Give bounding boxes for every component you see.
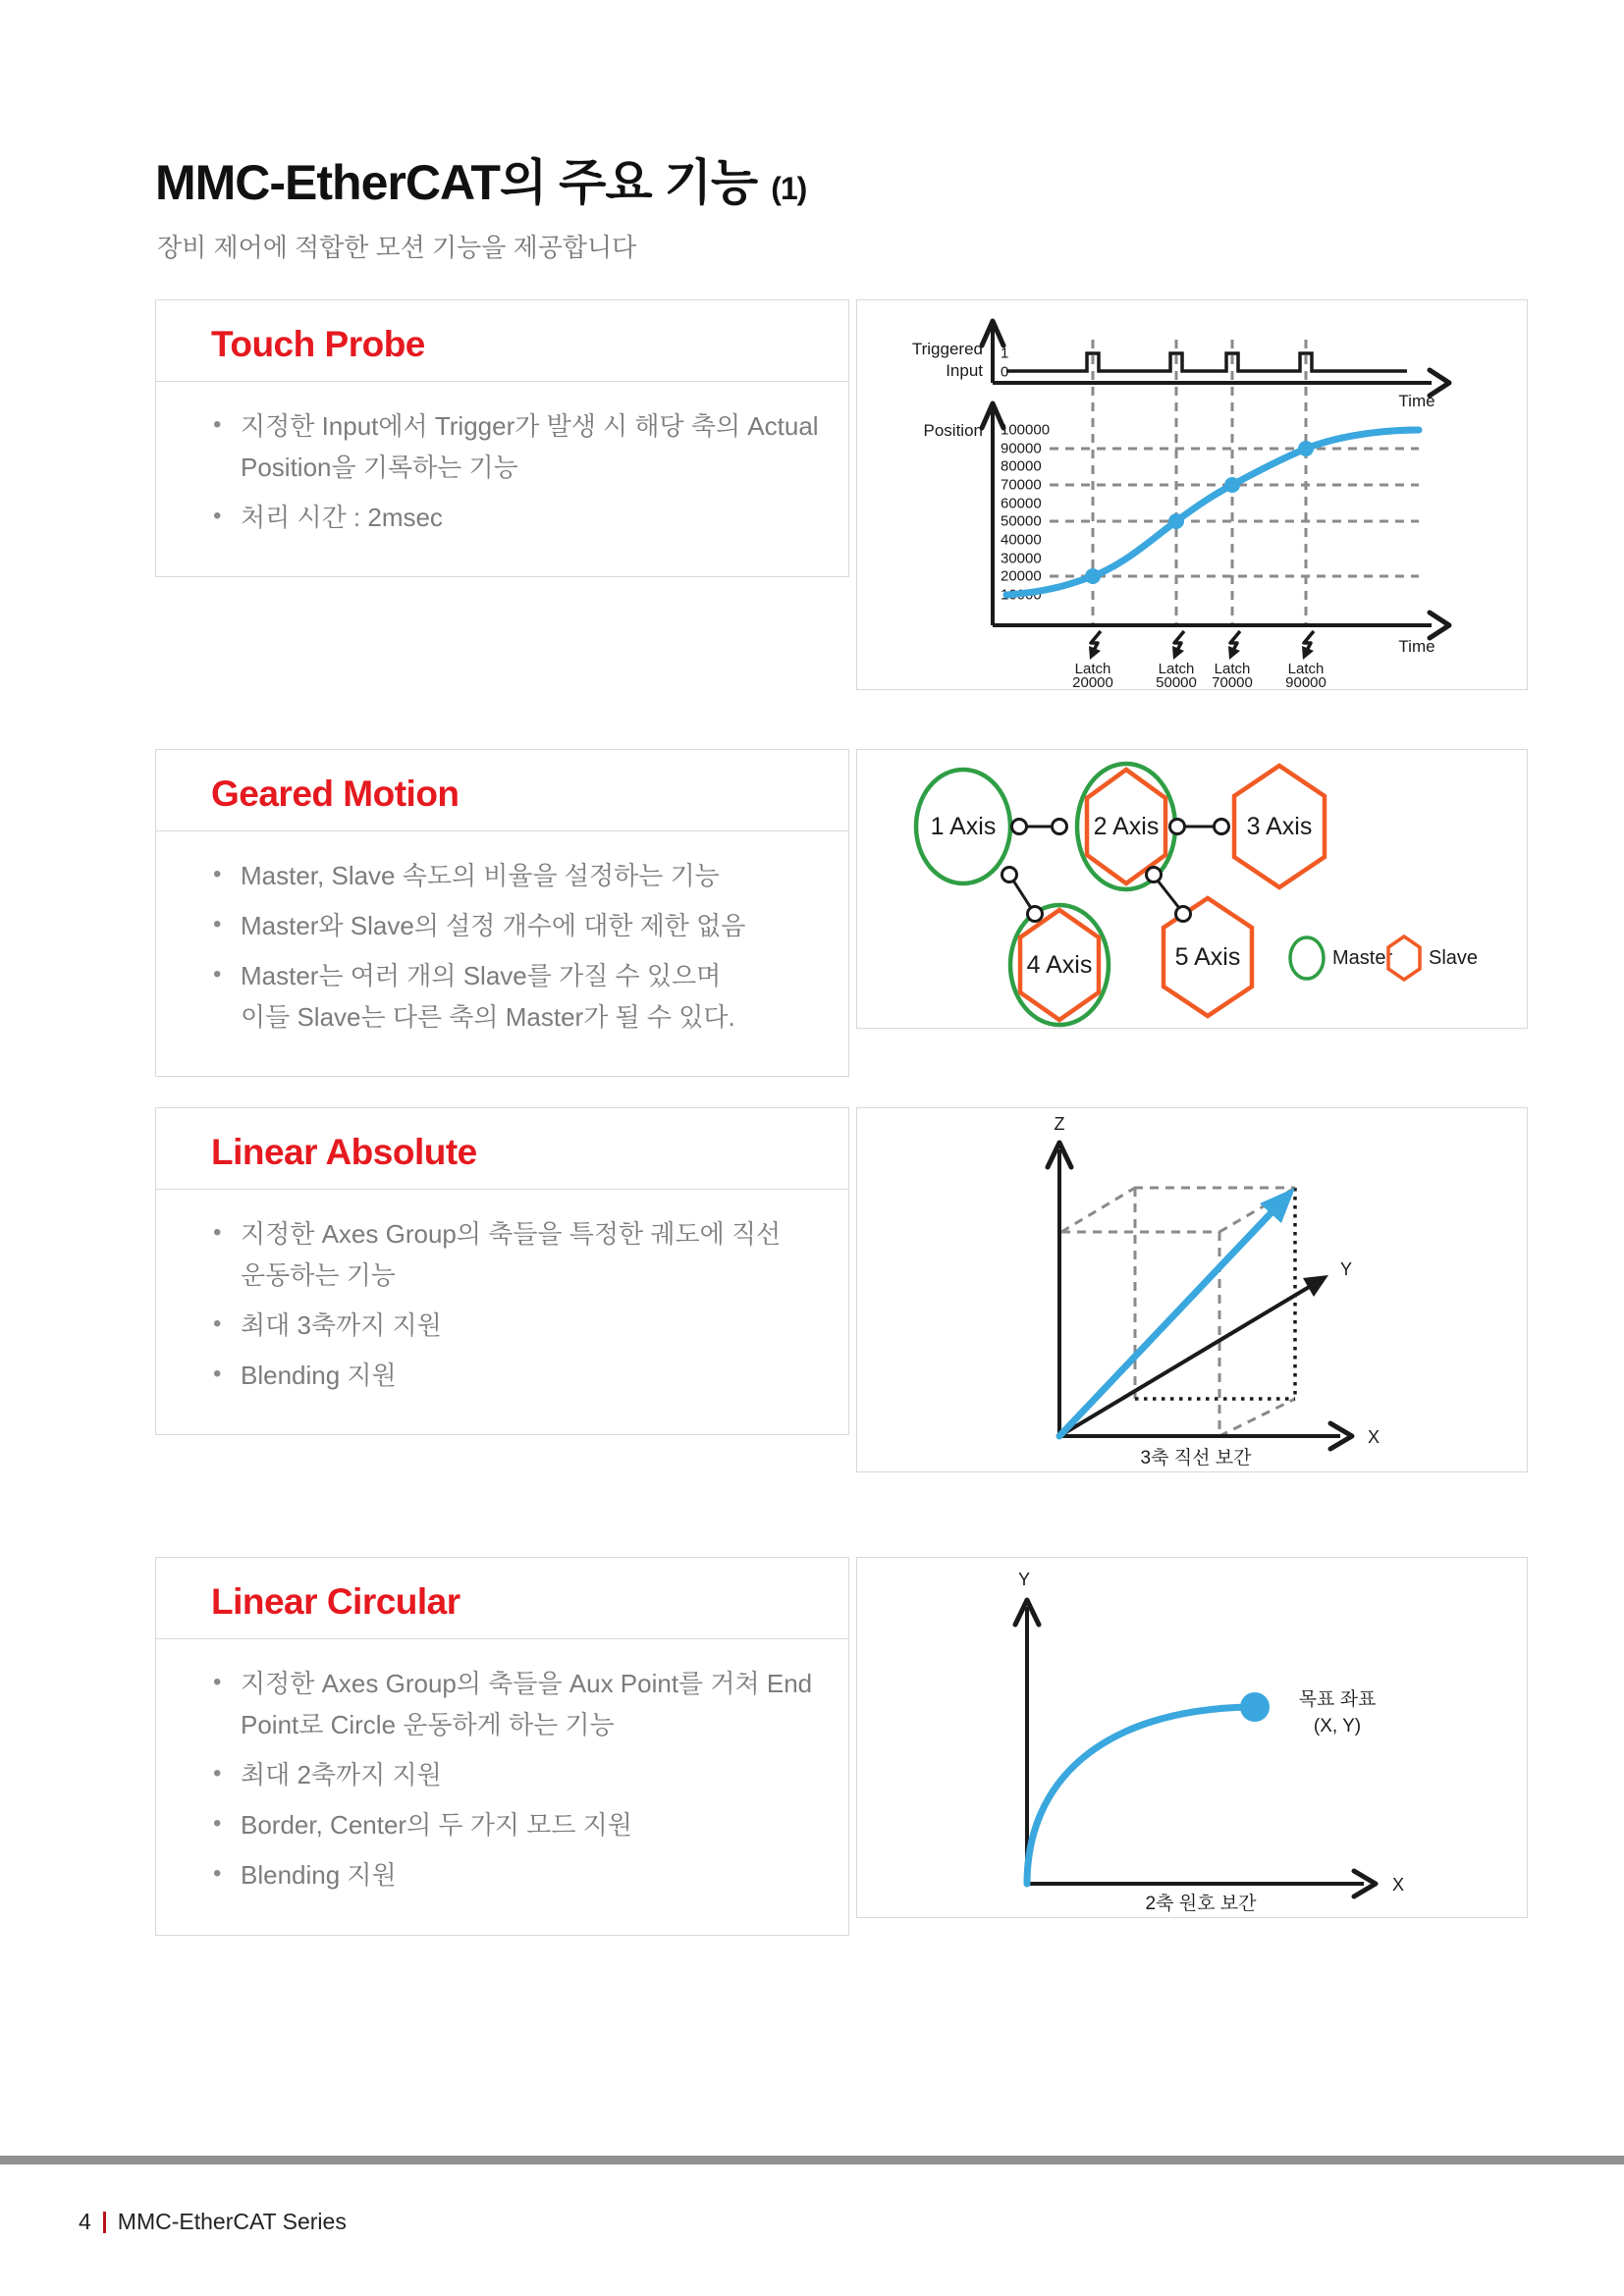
bullet-item — [211, 1305, 827, 1346]
target-label: (X, Y) — [1313, 1716, 1362, 1736]
linear-circular-text-card — [155, 1557, 849, 1936]
trigger-signal — [1006, 353, 1407, 371]
svg-text:50000: 50000 — [1156, 674, 1197, 689]
bullet-item — [211, 855, 827, 896]
svg-text:100000: 100000 — [1001, 421, 1051, 439]
legend — [1290, 936, 1478, 980]
position-axis-label: Position — [923, 421, 983, 440]
touch-probe-diagram-card — [856, 299, 1528, 690]
legend-master-label: Master — [1332, 947, 1393, 969]
bullet-line: • 지정한 Input에서 Trigger가 발생 시 해당 축의 Actual — [241, 411, 819, 441]
bullet-line: • Blending 지원 — [241, 1361, 397, 1391]
svg-text:70000: 70000 — [1001, 476, 1042, 494]
triggered-input-label: Triggered — [911, 340, 983, 358]
svg-text:Latch: Latch — [1074, 661, 1111, 677]
section-title: Touch Probe — [156, 300, 848, 382]
diagram-caption: 3축 직선 보간 — [1140, 1448, 1252, 1468]
page-footer — [79, 2209, 347, 2235]
geared-motion-diagram — [857, 750, 1527, 1028]
footer-series-label: MMC-EtherCAT Series — [117, 2209, 347, 2234]
bullet-line: • 지정한 Axes Group의 축들을 특정한 궤도에 직선 — [241, 1219, 782, 1249]
svg-text:80000: 80000 — [1001, 457, 1042, 475]
footer-page-number: 4 — [79, 2209, 91, 2234]
bullet-item — [211, 1854, 827, 1896]
axis-node-label: 3 Axis — [1246, 813, 1313, 840]
axis-node-label: 1 Axis — [930, 813, 997, 840]
touch-probe-diagram — [857, 300, 1527, 689]
bullet-line: • Border, Center의 두 가지 모드 지원 — [241, 1810, 632, 1841]
bullet-item — [211, 497, 827, 538]
bullet-line: 이들 Slave는 다른 축의 Master가 될 수 있다. — [241, 1002, 735, 1033]
footer-divider-bar — [0, 2156, 1624, 2164]
axis-node-label: 4 Axis — [1026, 951, 1093, 979]
linear-absolute-diagram — [857, 1108, 1527, 1471]
bullet-line: • 최대 2축까지 지원 — [241, 1760, 442, 1790]
bullet-item — [211, 1663, 827, 1745]
bullet-line: • Master, Slave 속도의 비율을 설정하는 기능 — [241, 861, 720, 890]
page-subtitle: 장비 제어에 적합한 모션 기능을 제공합니다 — [157, 233, 637, 262]
linear-absolute-diagram-card — [856, 1107, 1528, 1472]
x-axis-label: X — [1392, 1875, 1405, 1895]
bullet-line: Point로 Circle 운동하게 하는 기능 — [241, 1710, 615, 1740]
bullet-line: 운동하는 기능 — [241, 1260, 396, 1291]
svg-text:60000: 60000 — [1001, 495, 1042, 512]
time-axis-label: Time — [1398, 637, 1435, 656]
svg-text:Latch: Latch — [1287, 661, 1325, 677]
y-axis-label: Y — [1017, 1570, 1031, 1589]
svg-text:20000: 20000 — [1001, 567, 1042, 585]
axis-node-label: 5 Axis — [1174, 943, 1241, 971]
latch-labels — [1072, 661, 1326, 689]
section-title: Linear Absolute — [156, 1108, 848, 1190]
xy-axes — [1015, 1600, 1376, 1896]
svg-text:Latch: Latch — [1158, 661, 1195, 677]
legend-slave-label: Slave — [1429, 947, 1479, 969]
bullet-list — [156, 1190, 848, 1434]
position-curve — [1006, 430, 1419, 595]
bullet-line: • 처리 시간 : 2msec — [241, 503, 443, 533]
section-title: Geared Motion — [156, 750, 848, 831]
linear-circular-diagram — [857, 1558, 1527, 1917]
bullet-list — [156, 831, 848, 1076]
position-y-ticks — [1001, 422, 1050, 604]
svg-text:30000: 30000 — [1001, 550, 1042, 567]
svg-text:40000: 40000 — [1001, 531, 1042, 549]
linear-absolute-text-card — [155, 1107, 849, 1435]
legend-slave-icon — [1388, 936, 1420, 980]
svg-text:10000: 10000 — [1001, 586, 1042, 604]
level-low-label: 0 — [1001, 363, 1009, 381]
axis-node-label: 2 Axis — [1093, 813, 1160, 840]
latch-gridlines — [1050, 449, 1419, 576]
time-axis-label: Time — [1398, 392, 1435, 410]
footer-separator — [103, 2212, 106, 2233]
bullet-line: • 최대 3축까지 지원 — [241, 1310, 442, 1341]
diagram-caption: 2축 원호 보간 — [1145, 1894, 1257, 1914]
level-high-label: 1 — [1001, 345, 1009, 362]
bullet-line: Position을 기록하는 기능 — [241, 453, 518, 483]
touch-probe-text-card — [155, 299, 849, 577]
circular-path — [1027, 1707, 1250, 1884]
latch-bolt-icon — [1089, 631, 1314, 660]
geared-motion-diagram-card — [856, 749, 1528, 1029]
section-title: Linear Circular — [156, 1558, 848, 1639]
svg-text:Latch: Latch — [1214, 661, 1251, 677]
svg-text:50000: 50000 — [1001, 512, 1042, 530]
bullet-line: • Blending 지원 — [241, 1860, 397, 1891]
page-title-suffix: (1) — [771, 171, 807, 206]
bullet-item — [211, 955, 827, 1038]
page-title — [155, 143, 806, 214]
target-label: 목표 좌표 — [1298, 1689, 1377, 1710]
bullet-list — [156, 1639, 848, 1935]
svg-text:90000: 90000 — [1285, 674, 1326, 689]
triggered-input-axis — [982, 321, 1449, 396]
geared-motion-text-card — [155, 749, 849, 1077]
svg-text:20000: 20000 — [1072, 674, 1113, 689]
bullet-item — [211, 405, 827, 488]
y-axis-label: Y — [1340, 1259, 1353, 1279]
target-point — [1240, 1692, 1270, 1722]
legend-master-icon — [1290, 937, 1324, 979]
svg-text:90000: 90000 — [1001, 440, 1042, 457]
linear-circular-diagram-card — [856, 1557, 1528, 1918]
z-axis-label: Z — [1054, 1114, 1065, 1134]
x-axis-label: X — [1368, 1427, 1380, 1447]
bullet-item — [211, 1754, 827, 1795]
bullet-item — [211, 1355, 827, 1396]
bullet-item — [211, 905, 827, 946]
bullet-line: • 지정한 Axes Group의 축들을 Aux Point를 거쳐 End — [241, 1669, 813, 1698]
bullet-line: • Master와 Slave의 설정 개수에 대한 제한 없음 — [241, 911, 746, 941]
page-title-text: MMC-EtherCAT의 주요 기능 — [155, 155, 758, 210]
bullet-item — [211, 1213, 827, 1296]
bullet-line: • Master는 여러 개의 Slave를 가질 수 있으며 — [241, 961, 722, 991]
bullet-item — [211, 1804, 827, 1845]
svg-text:70000: 70000 — [1212, 674, 1253, 689]
bullet-list — [156, 382, 848, 576]
triggered-input-label: Input — [946, 361, 983, 380]
